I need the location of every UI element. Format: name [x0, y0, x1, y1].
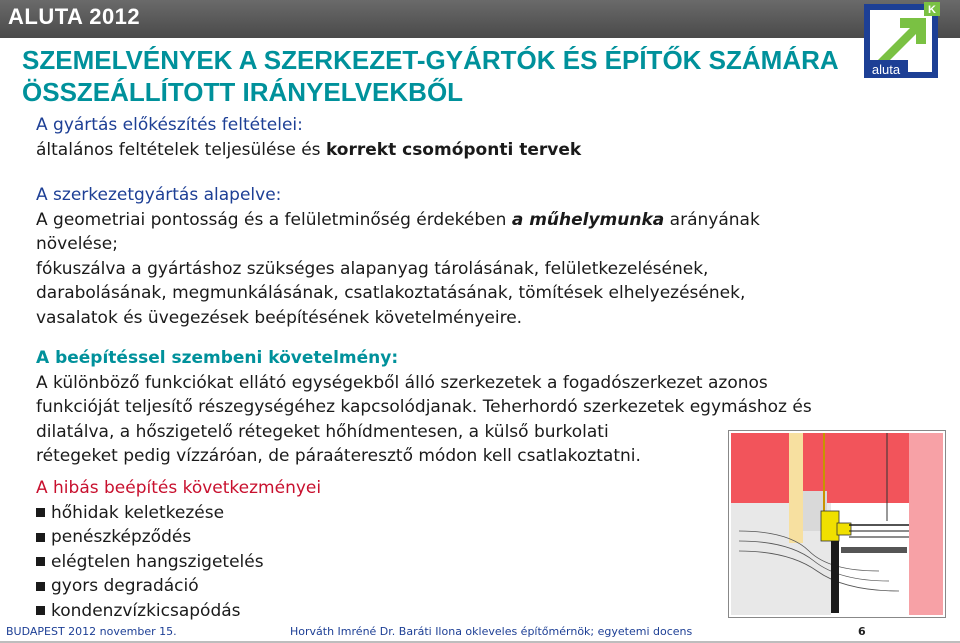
list-item: [36, 574, 321, 599]
list-item-label: gyors degradáció: [51, 576, 199, 596]
requirement-line-1: A különböző funkciókat ellátó egységekből álló szerkezetek a fogadószerkezet azonos: [36, 372, 768, 393]
page-title: [22, 44, 842, 108]
principle-line-1-a: A geometriai pontosság és a felületminőség érdekében: [36, 209, 512, 230]
title-line-2: ÖSSZEÁLLÍTOTT IRÁNYELVEKBŐL: [22, 77, 464, 107]
section-preparation-heading: A gyártás előkészítés feltételei:: [36, 115, 303, 135]
logo-badge: K: [928, 4, 936, 16]
section-requirement: [36, 346, 812, 469]
principle-line-3: fókuszálva a gyártáshoz szükséges alapanyag tárolásának, felületkezelésének,: [36, 258, 709, 279]
section-principle-heading: A szerkezetgyártás alapelve:: [36, 185, 282, 205]
list-item: [36, 525, 321, 550]
consequences-list: [36, 501, 321, 624]
aluta-logo: [864, 2, 942, 78]
section-consequences-heading: A hibás beépítés következményei: [36, 478, 322, 498]
principle-line-4: darabolásának, megmunkálásának, csatlakoztatásának, tömítések elhelyezésének,: [36, 283, 746, 303]
section-requirement-heading: A beépítéssel szembeni követelmény:: [36, 348, 399, 368]
bullet-square-icon: [36, 508, 45, 517]
title-line-1: SZEMELVÉNYEK A SZERKEZET-GYÁRTÓK ÉS ÉPÍTŐK SZÁMÁRA: [22, 45, 839, 75]
bullet-square-icon: [36, 533, 45, 542]
bullet-square-icon: [36, 606, 45, 615]
thermal-detail-drawing: [728, 430, 946, 618]
requirement-line-3: dilatálva, a hőszigetelő rétegeket hőhídmentesen, a külső burkolati: [36, 421, 609, 442]
preparation-text-plain: általános feltételek teljesülése és: [36, 139, 326, 160]
list-item-label: kondenzvízkicsapódás: [51, 600, 241, 621]
principle-line-1: [36, 208, 760, 233]
bullet-square-icon: [36, 557, 45, 566]
section-principle: [36, 183, 760, 330]
section-preparation: [36, 113, 581, 162]
list-item: [36, 501, 321, 526]
principle-line-1-emphasis: a műhelymunka: [511, 209, 665, 230]
brand-title: ALUTA 2012: [8, 4, 141, 29]
list-item-label: penészképződés: [51, 527, 192, 547]
section-consequences: [36, 476, 321, 623]
requirement-line-2: funkcióját teljesítő részegységéhez kapcsolódjanak. Teherhordó szerkezetek egymáshoz és: [36, 397, 812, 417]
logo-text: aluta: [871, 62, 901, 77]
requirement-line-4: rétegeket pedig vízzáróan, de páraáteresztő módon kell csatlakoztatni.: [36, 446, 641, 466]
principle-line-5: vasalatok és üvegezések beépítésének követelményeire.: [36, 307, 523, 328]
principle-line-1-c: arányának: [664, 209, 760, 230]
list-item: [36, 550, 321, 575]
list-item-label: hőhidak keletkezése: [51, 502, 225, 523]
top-bar: [0, 0, 960, 38]
footer-author: Horváth Imréné Dr. Baráti Ilona okleveles építőmérnök; egyetemi docens: [290, 625, 693, 638]
bullet-square-icon: [36, 582, 45, 591]
page-number: 6: [858, 625, 866, 638]
section-preparation-text: [36, 138, 581, 163]
footer-date: BUDAPEST 2012 november 15.: [6, 625, 177, 638]
preparation-text-bold: korrekt csomóponti tervek: [325, 139, 582, 160]
list-item: [36, 599, 321, 624]
principle-line-2: növelése;: [36, 234, 118, 254]
list-item-label: elégtelen hangszigetelés: [51, 551, 264, 572]
